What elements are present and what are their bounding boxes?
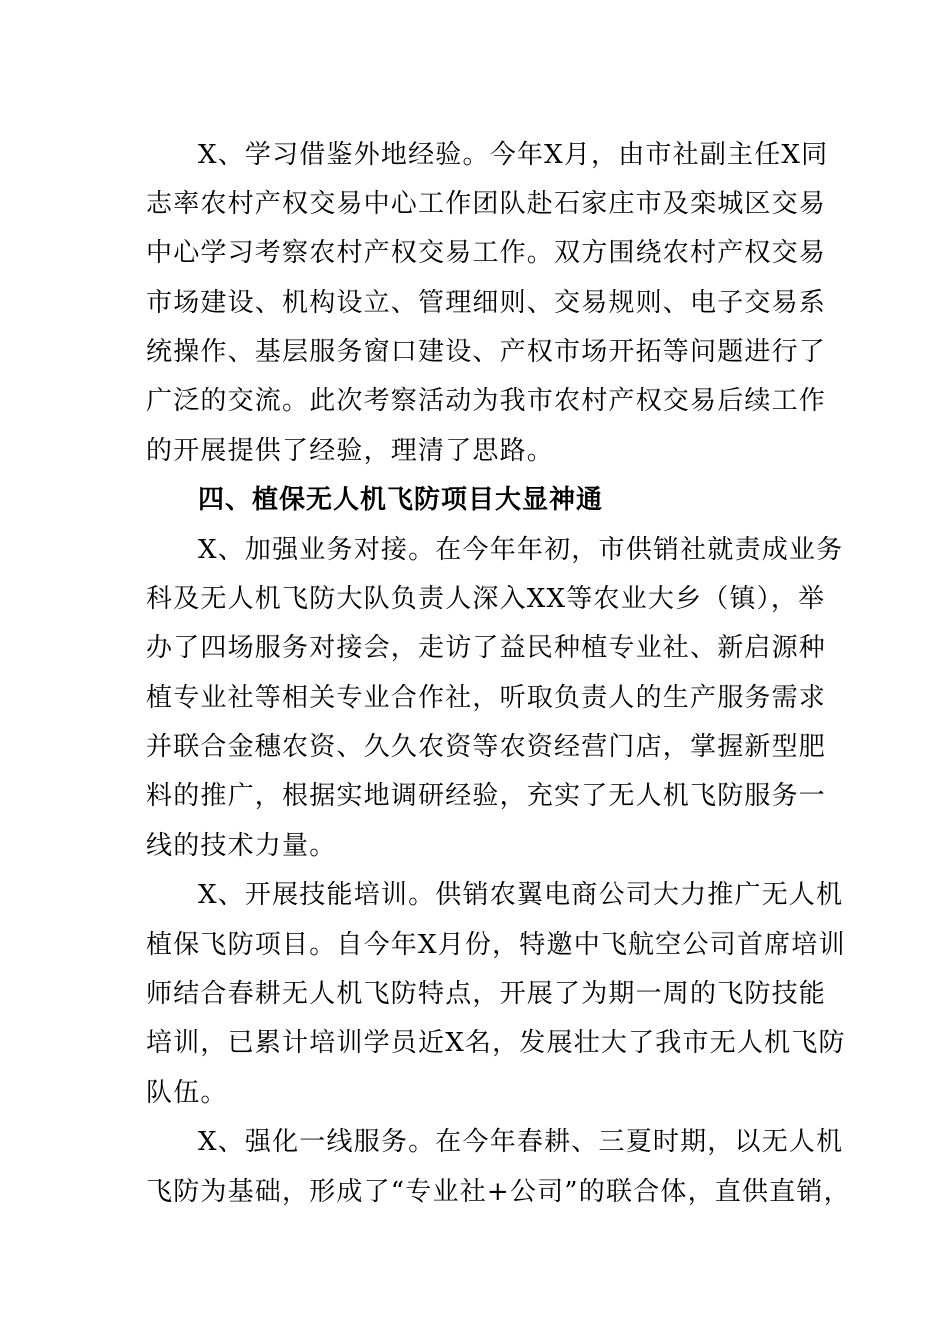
paragraph-2-line-5: 并联合金穗农资、久久农资等农资经营门店，掌握新型肥 (146, 732, 827, 762)
paragraph-2-line-1: X、加强业务对接。在今年年初，市供销社就责成业务 (198, 535, 844, 565)
paragraph-3-line-4: 培训，已累计培训学员近X名，发展壮大了我市无人机飞防 (146, 1028, 846, 1058)
paragraph-2-line-7: 线的技术力量。 (146, 831, 337, 861)
paragraph-1-line-2: 志率农村产权交易中心工作团队赴石家庄市及栾城区交易 (146, 189, 827, 219)
paragraph-3-line-5: 队伍。 (146, 1078, 228, 1108)
paragraph-1-line-5: 统操作、基层服务窗口建设、产权市场开拓等问题进行了 (146, 337, 827, 367)
paragraph-4-line-2: 飞防为基础，形成了“专业社+公司”的联合体，直供直销， (146, 1177, 851, 1207)
paragraph-1-line-1: X、学习借鉴外地经验。今年X月，由市社副主任X同 (198, 140, 829, 170)
paragraph-2-line-2: 科及无人机飞防大队负责人深入XX等农业大乡（镇），举 (146, 584, 826, 614)
paragraph-1-line-6: 广泛的交流。此次考察活动为我市农村产权交易后续工作 (146, 386, 827, 416)
paragraph-2-line-6: 料的推广，根据实地调研经验，充实了无人机飞防服务一 (146, 781, 827, 811)
paragraph-3-line-2: 植保飞防项目。自今年X月份，特邀中飞航空公司首席培训 (146, 930, 846, 960)
paragraph-4-line-1: X、强化一线服务。在今年春耕、三夏时期，以无人机 (198, 1127, 844, 1157)
paragraph-1-line-7: 的开展提供了经验，理清了思路。 (146, 436, 555, 466)
paragraph-3-line-1: X、开展技能培训。供销农翼电商公司大力推广无人机 (198, 880, 844, 910)
paragraph-2-line-3: 办了四场服务对接会，走访了益民种植专业社、新启源种 (146, 633, 827, 663)
paragraph-1-line-3: 中心学习考察农村产权交易工作。双方围绕农村产权交易 (146, 238, 827, 268)
paragraph-2-line-4: 植专业社等相关专业合作社，听取负责人的生产服务需求 (146, 683, 827, 713)
paragraph-3-line-3: 师结合春耕无人机飞防特点，开展了为期一周的飞防技能 (146, 979, 827, 1009)
section-heading: 四、植保无人机飞防项目大显神通 (198, 485, 604, 515)
paragraph-1-line-4: 市场建设、机构设立、管理细则、交易规则、电子交易系 (146, 288, 827, 318)
